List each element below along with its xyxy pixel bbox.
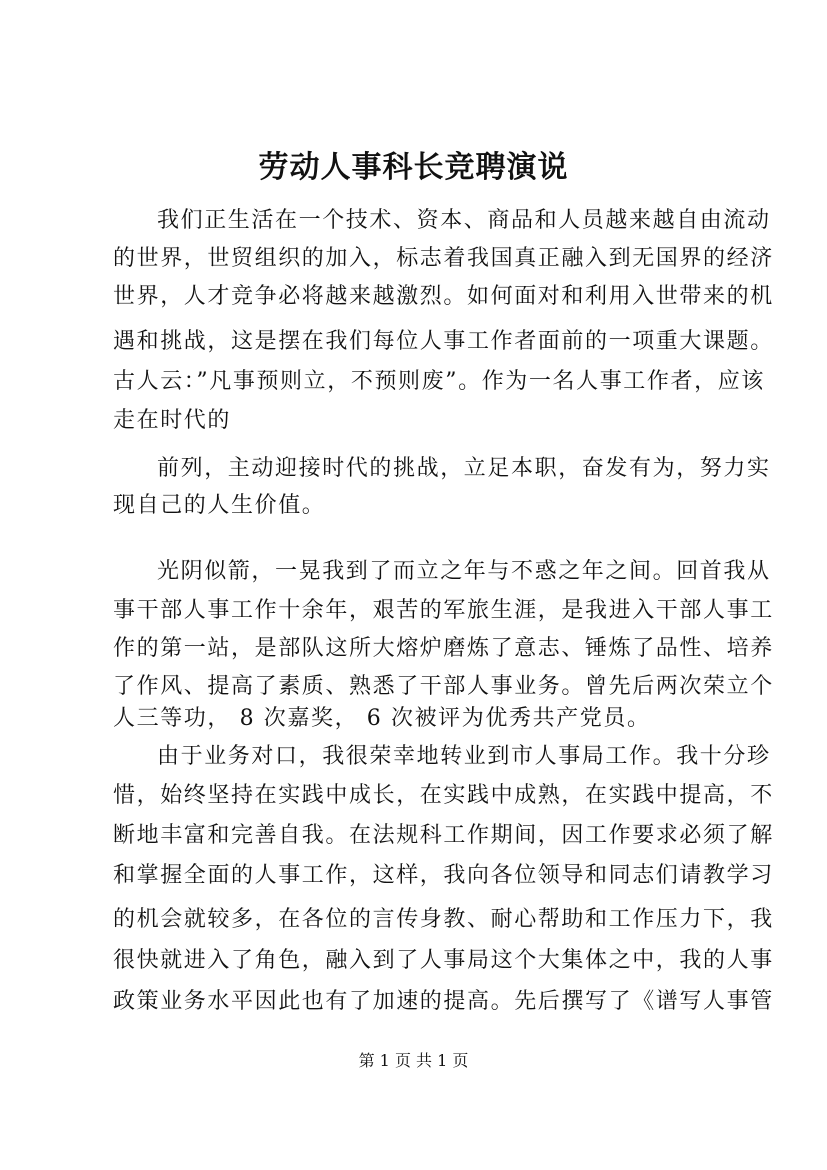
paragraph-line: 人三等功， 8 次嘉奖， 6 次被评为优秀共产党员。 — [113, 706, 651, 731]
paragraph-line: 走在时代的 — [113, 408, 232, 433]
paragraph-line: 事干部人事工作十余年，艰苦的军旅生涯，是我进入干部人事工 — [113, 598, 774, 623]
paragraph-line: 世界，人才竞争必将越来越激烈。如何面对和利用入世带来的机 — [113, 284, 774, 309]
paragraph-line: 由于业务对口，我很荣幸地转业到市人事局工作。我十分珍 — [157, 744, 771, 769]
paragraph-line: 遇和挑战，这是摆在我们每位人事工作者面前的一项重大课题。 — [113, 329, 774, 354]
paragraph-line: 光阴似箭，一晃我到了而立之年与不惑之年之间。回首我从 — [157, 559, 771, 584]
paragraph-line: 我们正生活在一个技术、资本、商品和人员越来越自由流动 — [157, 208, 771, 233]
paragraph-line: 和掌握全面的人事工作，这样，我向各位领导和同志们请教学习 — [113, 863, 774, 888]
paragraph-line: 古人云：”凡事预则立，不预则废”。作为一名人事工作者，应该 — [113, 369, 765, 394]
paragraph-line: 很快就进入了角色，融入到了人事局这个大集体之中，我的人事 — [113, 948, 774, 973]
paragraph-line: 前列，主动迎接时代的挑战，立足本职，奋发有为，努力实 — [157, 456, 771, 481]
paragraph-line: 了作风、提高了素质、熟悉了干部人事业务。曾先后两次荣立个 — [113, 674, 774, 699]
paragraph-line: 现自己的人生价值。 — [113, 493, 326, 518]
paragraph-line: 作的第一站，是部队这所大熔炉磨炼了意志、锤炼了品性、培养 — [113, 636, 774, 661]
paragraph-line: 的世界，世贸组织的加入，标志着我国真正融入到无国界的经济 — [113, 246, 774, 271]
paragraph-line: 的机会就较多，在各位的言传身教、耐心帮助和工作压力下，我 — [113, 907, 774, 932]
document-title: 劳动人事科长竞聘演说 — [258, 150, 569, 185]
paragraph-line: 断地丰富和完善自我。在法规科工作期间，因工作要求必须了解 — [113, 823, 774, 848]
paragraph-line: 政策业务水平因此也有了加速的提高。先后撰写了《谱写人事管 — [113, 989, 774, 1014]
page-footer: 第 1 页 共 1 页 — [358, 1051, 469, 1070]
paragraph-line: 惜，始终坚持在实践中成长，在实践中成熟，在实践中提高，不 — [113, 783, 774, 808]
